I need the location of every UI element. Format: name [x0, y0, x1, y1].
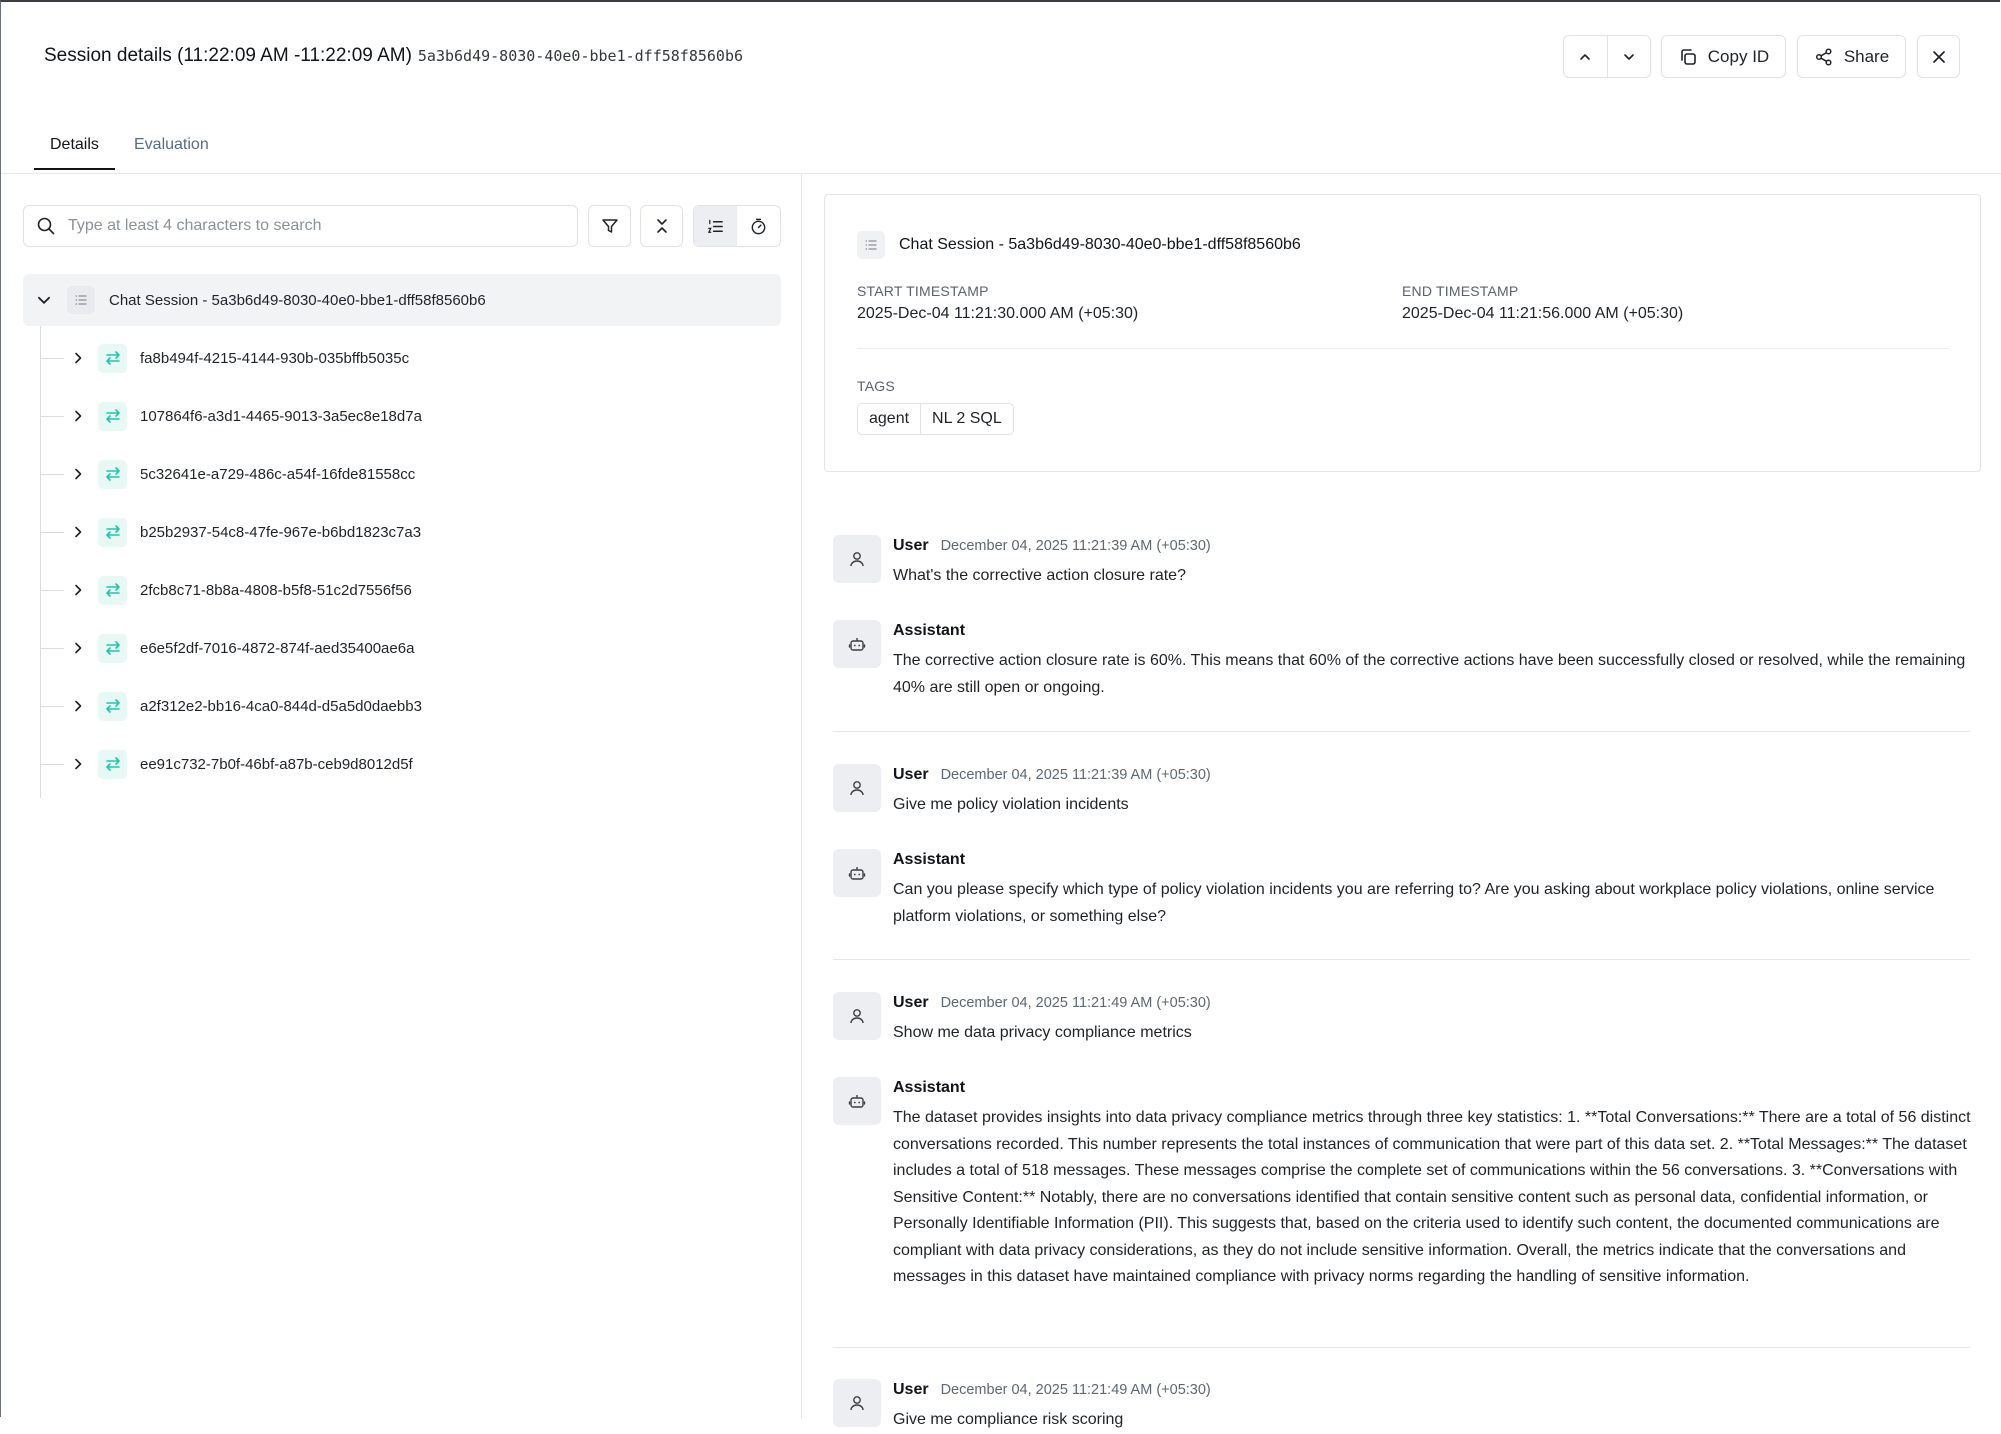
message-role: Assistant: [893, 851, 966, 868]
end-timestamp-label: END TIMESTAMP: [1402, 283, 1519, 299]
end-timestamp-value: 2025-Dec-04 11:21:56.000 AM (+05:30): [1402, 305, 1684, 322]
arrows-exchange-icon: [98, 518, 127, 547]
chevron-down-icon: [1621, 49, 1637, 65]
message-role: Assistant: [893, 1079, 966, 1096]
copy-id-button[interactable]: [1661, 35, 1786, 78]
share-button[interactable]: [1797, 35, 1906, 78]
tab-bar: [1, 130, 2001, 174]
card-title: Chat Session - 5a3b6d49-8030-40e0-bbe1-dff58f8560b6: [899, 236, 1301, 253]
tree-item-trace[interactable]: [40, 744, 780, 784]
tree-item-trace[interactable]: [40, 570, 780, 610]
message-text: What's the corrective action closure rate?: [893, 567, 1186, 584]
chevron-down-icon[interactable]: [35, 291, 53, 309]
arrows-exchange-icon: [98, 460, 127, 489]
user-icon: [833, 535, 881, 583]
tree-item-label: b25b2937-54c8-47fe-967e-b6bd1823c7a3: [140, 523, 422, 541]
tags-label: TAGS: [857, 378, 895, 394]
bot-icon: [833, 1077, 881, 1125]
chevron-up-icon: [1577, 49, 1593, 65]
copy-id-label: Copy ID: [1707, 46, 1770, 66]
arrows-exchange-icon: [98, 692, 127, 721]
list-view-button[interactable]: [694, 206, 737, 246]
tag-nl2sql: NL 2 SQL: [920, 404, 1013, 434]
tree-item-label: 107864f6-a3d1-4465-9013-3a5ec8e18d7a: [140, 407, 422, 425]
message-header: [893, 622, 965, 640]
message-text: The dataset provides insights into data privacy compliance metrics through three key statistics: 1. **Total Conversations:** There are a total of 56 distinct conversations recorded. This number represents the total instances of communication that were part of this data set. 2. **Total Messages:** The dataset includes a total of 518 messages. These messages comprise the complete set of communications within the 56 conversations. 3. **Conversations with Sensitive Content:** Notably, there are no conversations identified that contain sensitive content such as personal data, confidential information, or Personally Identifiable Information (PII). This suggests that, based on the criteria used to identify such content, the documented communications are compliant with data privacy considerations, as they do not include sensitive information. Overall, the metrics indicate that the conversations and messages in this dataset have maintained compliance with privacy norms regarding the handling of sensitive information.: [893, 1109, 1971, 1285]
message-header: [893, 851, 965, 869]
tree-connector-tick: [40, 532, 64, 533]
message-timestamp: December 04, 2025 11:21:49 AM (+05:30): [940, 995, 1211, 1011]
close-button[interactable]: [1917, 35, 1960, 78]
tree-connector-tick: [40, 358, 64, 359]
tree-root-session[interactable]: [23, 274, 781, 326]
collapse-icon: [652, 216, 672, 236]
user-icon: [833, 764, 881, 812]
collapse-all-button[interactable]: [640, 205, 683, 247]
turn-divider: [833, 731, 1970, 732]
turn-divider: [833, 959, 1970, 960]
chevron-right-icon[interactable]: [70, 350, 86, 366]
arrows-exchange-icon: [98, 402, 127, 431]
arrows-exchange-icon: [98, 576, 127, 605]
card-divider: [857, 348, 1949, 349]
header: [1, 2, 2001, 112]
tree-connector-tick: [40, 764, 64, 765]
tree-connector-tick: [40, 474, 64, 475]
arrows-exchange-icon: [98, 750, 127, 779]
message-role: Assistant: [893, 622, 966, 639]
message-header: [893, 994, 1211, 1012]
tree-item-label: 2fcb8c71-8b8a-4808-b5f8-51c2d7556f56: [140, 581, 412, 599]
filter-button[interactable]: [588, 205, 631, 247]
bot-icon: [833, 849, 881, 897]
next-session-button[interactable]: [1607, 36, 1650, 77]
tree-item-label: e6e5f2df-7016-4872-874f-aed35400ae6a: [140, 639, 415, 657]
chevron-right-icon[interactable]: [70, 408, 86, 424]
message-role: User: [893, 537, 929, 554]
user-icon: [833, 1379, 881, 1427]
start-timestamp-value: 2025-Dec-04 11:21:30.000 AM (+05:30): [857, 305, 1139, 322]
bot-icon: [833, 620, 881, 668]
tree-item-trace[interactable]: [40, 338, 780, 378]
message-role: User: [893, 766, 929, 783]
tab-evaluation[interactable]: Evaluation: [134, 136, 209, 153]
start-timestamp-label: START TIMESTAMP: [857, 283, 989, 299]
timer-icon: [749, 217, 768, 236]
user-icon: [833, 992, 881, 1040]
tree-item-trace[interactable]: [40, 454, 780, 494]
tag-list: [857, 403, 1014, 435]
session-id: 5a3b6d49-8030-40e0-bbe1-dff58f8560b6: [417, 47, 744, 65]
search-input[interactable]: [68, 217, 548, 235]
session-list-icon: [857, 231, 885, 259]
message-role: User: [893, 1381, 929, 1398]
chevron-right-icon[interactable]: [70, 640, 86, 656]
tree-item-trace[interactable]: [40, 628, 780, 668]
tree-item-label: fa8b494f-4215-4144-930b-035bffb5035c: [140, 349, 410, 367]
panel-divider[interactable]: [801, 174, 802, 1419]
arrows-exchange-icon: [98, 344, 127, 373]
chevron-right-icon[interactable]: [70, 524, 86, 540]
message-timestamp: December 04, 2025 11:21:39 AM (+05:30): [940, 538, 1211, 554]
turn-divider: [833, 1347, 1970, 1348]
filter-icon: [600, 216, 620, 236]
title-wrap: [44, 45, 743, 67]
message-header: [893, 766, 1211, 784]
message-text: Give me policy violation incidents: [893, 796, 1129, 813]
session-summary-card: [824, 194, 1981, 472]
message-text: Can you please specify which type of policy violation incidents you are referring to? Are you asking about workplace policy violations, online service platform violations, or something else?: [893, 881, 1935, 925]
message-text: Give me compliance risk scoring: [893, 1411, 1124, 1428]
message-text: Show me data privacy compliance metrics: [893, 1024, 1192, 1041]
share-label: Share: [1843, 46, 1890, 66]
arrows-exchange-icon: [98, 634, 127, 663]
tree-connector-tick: [40, 416, 64, 417]
page-title: Session details (11:22:09 AM -11:22:09 AM): [44, 45, 412, 66]
message-header: [893, 1381, 1211, 1399]
list-ordered-icon: [706, 217, 725, 236]
share-icon: [1814, 47, 1834, 67]
message-header: [893, 1079, 965, 1097]
message-timestamp: December 04, 2025 11:21:39 AM (+05:30): [940, 767, 1211, 783]
tree-item-trace[interactable]: [40, 396, 780, 436]
timeline-view-button[interactable]: [737, 206, 780, 246]
message-timestamp: December 04, 2025 11:21:49 AM (+05:30): [940, 1382, 1211, 1398]
copy-icon: [1678, 47, 1698, 67]
tag-agent: agent: [869, 410, 910, 427]
tree-connector-tick: [40, 706, 64, 707]
tree-connector-tick: [40, 590, 64, 591]
chevron-right-icon[interactable]: [70, 756, 86, 772]
tree-item-label: ee91c732-7b0f-46bf-a87b-ceb9d8012d5f: [140, 755, 413, 773]
close-icon: [1929, 47, 1949, 67]
tree-root-label: Chat Session - 5a3b6d49-8030-40e0-bbe1-dff58f8560b6: [109, 291, 486, 309]
chevron-right-icon[interactable]: [70, 582, 86, 598]
tree-item-trace[interactable]: [40, 512, 780, 552]
message-text: The corrective action closure rate is 60%. This means that 60% of the corrective actions have been successfully closed or resolved, while the remaining 40% are still open or ongoing.: [893, 652, 1966, 696]
view-toggle: [693, 205, 781, 247]
chevron-right-icon[interactable]: [70, 466, 86, 482]
message-role: User: [893, 994, 929, 1011]
prev-next-group: [1563, 35, 1651, 78]
message-header: [893, 537, 1211, 555]
search-box: [23, 205, 578, 247]
tree-item-label: a2f312e2-bb16-4ca0-844d-d5a5d0daebb3: [140, 697, 422, 715]
tab-details[interactable]: Details: [34, 136, 115, 170]
previous-session-button[interactable]: [1564, 36, 1607, 77]
tree-item-trace[interactable]: [40, 686, 780, 726]
search-icon: [36, 216, 56, 236]
tree-item-label: 5c32641e-a729-486c-a54f-16fde81558cc: [140, 465, 416, 483]
session-list-icon: [67, 286, 95, 314]
chevron-right-icon[interactable]: [70, 698, 86, 714]
card-header: [857, 231, 1301, 259]
tree-connector-tick: [40, 648, 64, 649]
